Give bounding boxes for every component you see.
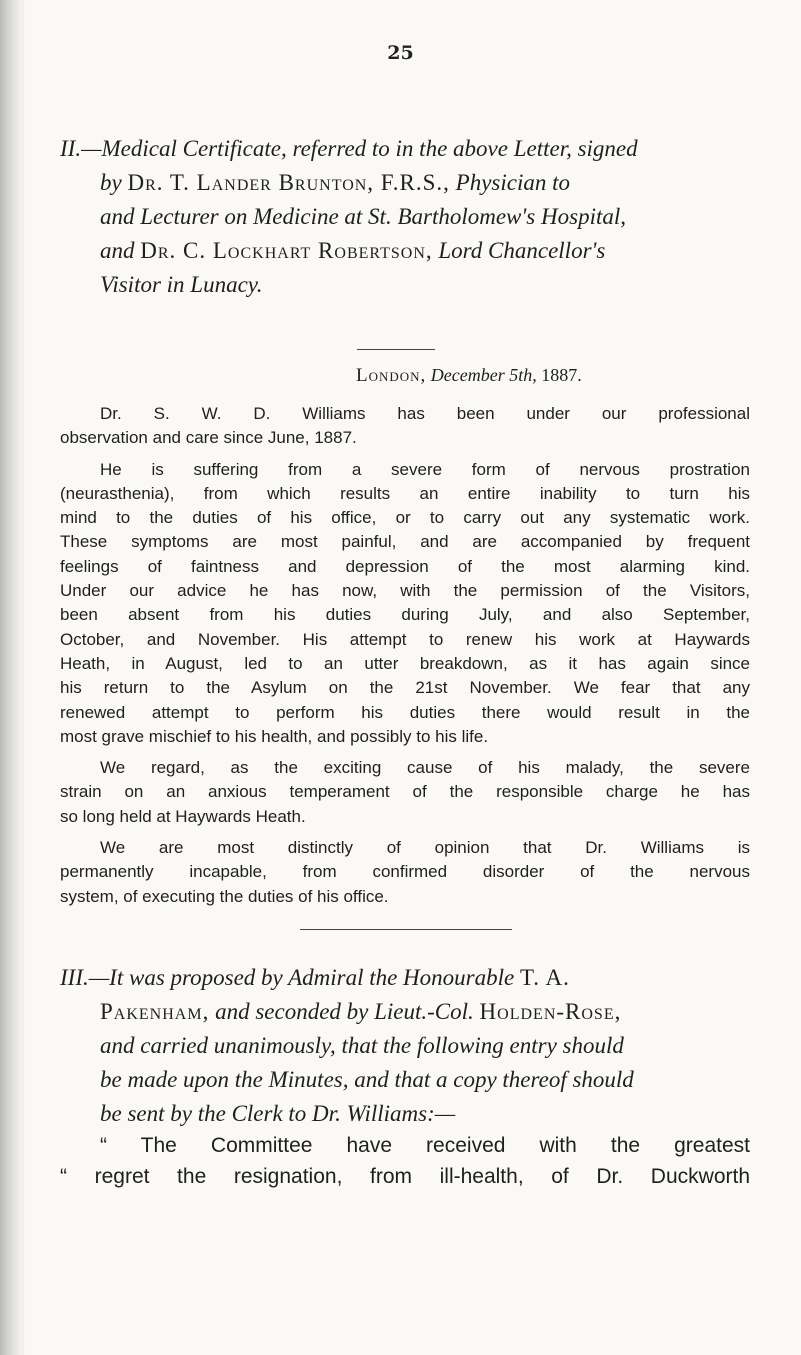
section-iii-heading-line — [60, 961, 750, 995]
heading-name-text: Holden-Rose, — [479, 999, 622, 1024]
section-iii-heading — [60, 961, 750, 1131]
heading-text: Physician to — [449, 170, 570, 195]
certificate-line: October, and November. His attempt to renew his work at Haywards — [60, 629, 750, 649]
section-ii-heading-line — [60, 132, 750, 166]
heading-text: be made upon the Minutes, and that a copy thereof should — [100, 1067, 634, 1092]
page-number: 25 — [387, 42, 414, 64]
section-ii-heading-line — [60, 200, 750, 234]
section-ii-heading-line — [60, 268, 750, 302]
certificate-line: Dr. S. W. D. Williams has been under our professional — [100, 404, 750, 423]
section-ii-heading-line — [60, 234, 750, 268]
certificate-paragraph — [60, 402, 750, 451]
resolution-line: “ regret the resignation, from ill-health, of Dr. Duckworth — [60, 1165, 750, 1188]
certificate-line: These symptoms are most painful, and are accompanied by frequent — [60, 532, 750, 552]
certificate-line: Heath, in August, led to an utter breakdown, as it has again since — [60, 653, 750, 673]
certificate-line: feelings of faintness and depression of the most alarming kind. — [60, 556, 750, 576]
book-spine-shadow — [0, 0, 22, 1355]
heading-name-text: Pakenham, — [100, 999, 210, 1024]
section-iii-heading-line — [60, 1097, 750, 1131]
certificate-line: We are most distinctly of opinion that Dr. Williams is — [100, 838, 750, 858]
heading-text: and seconded by Lieut.-Col. — [209, 999, 480, 1024]
certificate-line: system, of executing the duties of his office. — [60, 886, 389, 906]
certificate-line: his return to the Asylum on the 21st November. We fear that any — [60, 678, 750, 698]
heading-text: and Lecturer on Medicine at St. Bartholomew's Hospital, — [100, 204, 626, 229]
heading-name-text: T. A. — [519, 965, 570, 990]
section-iii-heading-line — [60, 1063, 750, 1097]
dateline-date: December 5th, — [430, 365, 537, 385]
certificate-line: We regard, as the exciting cause of his malady, the severe — [100, 758, 750, 778]
certificate-paragraph — [60, 756, 750, 829]
heading-text: and — [100, 238, 141, 263]
resolution-quote — [60, 1130, 750, 1192]
short-divider-rule — [357, 349, 435, 350]
certificate-paragraph — [60, 458, 750, 750]
certificate-line: strain on an anxious temperament of the responsible charge he has — [60, 782, 750, 802]
dateline-place: London, — [356, 365, 427, 386]
certificate-line: (neurasthenia), from which results an entire inability to turn his — [60, 483, 750, 503]
heading-text: Lord Chancellor's — [432, 238, 606, 263]
heading-text: III.—It was proposed by Admiral the Honourable — [60, 965, 520, 990]
heading-text: II.—Medical Certificate, referred to in the above Letter, signed — [60, 136, 638, 161]
certificate-line: observation and care since June, 1887. — [60, 428, 357, 448]
section-divider-rule — [300, 929, 512, 930]
heading-text: Visitor in Lunacy. — [100, 272, 263, 297]
certificate-body — [60, 402, 750, 909]
heading-name-text: Dr. T. Lander Brunton, F.R.S., — [127, 170, 450, 195]
certificate-line: so long held at Haywards Heath. — [60, 806, 306, 826]
heading-text: by — [100, 170, 128, 195]
dateline-year: 1887. — [541, 365, 582, 385]
heading-name-text: Dr. C. Lockhart Robertson, — [140, 238, 433, 263]
certificate-line: mind to the duties of his office, or to carry out any systematic work. — [60, 508, 750, 528]
section-iii-heading-line — [60, 995, 750, 1029]
heading-text: be sent by the Clerk to Dr. Williams:— — [100, 1101, 456, 1126]
section-ii-heading-line — [60, 166, 750, 200]
section-ii-heading — [60, 132, 750, 302]
section-iii-heading-line — [60, 1029, 750, 1063]
book-gutter-edge — [22, 0, 25, 1355]
heading-text: and carried unanimously, that the following entry should — [100, 1033, 624, 1058]
certificate-line: Under our advice he has now, with the permission of the Visitors, — [60, 581, 750, 601]
certificate-line: most grave mischief to his health, and possibly to his life. — [60, 726, 489, 746]
certificate-paragraph — [60, 836, 750, 909]
certificate-line: He is suffering from a severe form of nervous prostration — [100, 459, 750, 479]
resolution-line: “ The Committee have received with the greatest — [100, 1134, 750, 1157]
certificate-line: renewed attempt to perform his duties there would result in the — [60, 702, 750, 722]
certificate-line: permanently incapable, from confirmed disorder of the nervous — [60, 862, 750, 882]
dateline — [356, 365, 756, 387]
certificate-line: been absent from his duties during July, and also September, — [60, 605, 750, 625]
